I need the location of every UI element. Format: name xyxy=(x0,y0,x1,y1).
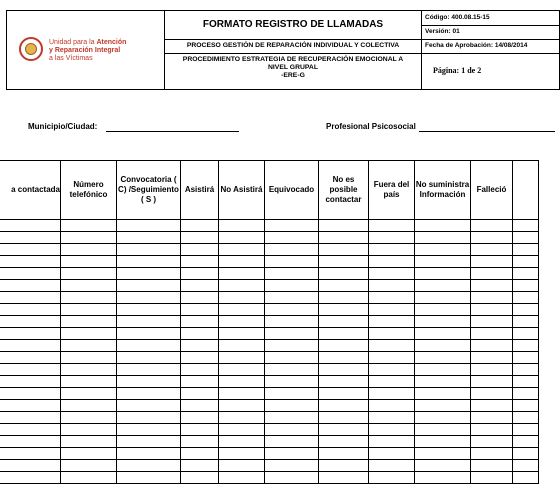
table-cell[interactable] xyxy=(117,388,181,400)
table-cell[interactable] xyxy=(265,376,319,388)
table-row xyxy=(0,460,539,472)
table-cell[interactable] xyxy=(369,352,415,364)
table-cell[interactable] xyxy=(415,268,471,280)
table-cell[interactable] xyxy=(513,448,539,460)
table-cell[interactable] xyxy=(181,460,219,472)
column-header: No Asistirá xyxy=(219,161,265,220)
table-cell[interactable] xyxy=(219,304,265,316)
table-cell[interactable] xyxy=(265,316,319,328)
table-cell[interactable] xyxy=(319,244,369,256)
institution-logo-text: Unidad para la Atención y Reparación Integral a las Víctimas xyxy=(49,39,127,62)
table-cell[interactable] xyxy=(369,244,415,256)
table-row xyxy=(0,376,539,388)
table-cell[interactable] xyxy=(415,244,471,256)
table-cell[interactable] xyxy=(61,316,117,328)
table-cell[interactable] xyxy=(117,436,181,448)
table-cell[interactable] xyxy=(319,436,369,448)
table-cell[interactable] xyxy=(471,472,513,484)
table-cell[interactable] xyxy=(61,268,117,280)
table-cell[interactable] xyxy=(319,448,369,460)
table-cell[interactable] xyxy=(513,220,539,232)
table-row xyxy=(0,256,539,268)
table-cell[interactable] xyxy=(265,280,319,292)
table-cell[interactable] xyxy=(415,232,471,244)
profesional-label: Profesional Psicosocial xyxy=(326,122,416,131)
table-cell[interactable] xyxy=(265,352,319,364)
table-row xyxy=(0,448,539,460)
table-cell[interactable] xyxy=(61,376,117,388)
table-cell[interactable] xyxy=(117,352,181,364)
table-cell[interactable] xyxy=(219,352,265,364)
table-cell[interactable] xyxy=(219,340,265,352)
table-cell[interactable] xyxy=(265,220,319,232)
header-divider xyxy=(421,53,560,54)
table-row xyxy=(0,472,539,484)
table-cell[interactable] xyxy=(181,244,219,256)
table-cell[interactable] xyxy=(219,424,265,436)
table-cell[interactable] xyxy=(0,424,61,436)
table-cell[interactable] xyxy=(61,340,117,352)
table-cell[interactable] xyxy=(319,316,369,328)
table-cell[interactable] xyxy=(0,352,61,364)
table-cell[interactable] xyxy=(369,220,415,232)
table-row xyxy=(0,268,539,280)
table-cell[interactable] xyxy=(0,400,61,412)
table-cell[interactable] xyxy=(181,256,219,268)
table-cell[interactable] xyxy=(61,364,117,376)
municipio-field[interactable] xyxy=(106,131,239,132)
column-header: Equivocado xyxy=(265,161,319,220)
table-cell[interactable] xyxy=(61,400,117,412)
table-cell[interactable] xyxy=(471,340,513,352)
table-cell[interactable] xyxy=(369,448,415,460)
table-cell[interactable] xyxy=(319,220,369,232)
table-cell[interactable] xyxy=(415,424,471,436)
table-cell[interactable] xyxy=(265,268,319,280)
table-cell[interactable] xyxy=(181,316,219,328)
table-cell[interactable] xyxy=(319,292,369,304)
table-row xyxy=(0,316,539,328)
table-cell[interactable] xyxy=(117,472,181,484)
table-cell[interactable] xyxy=(265,340,319,352)
table-cell[interactable] xyxy=(219,436,265,448)
table-cell[interactable] xyxy=(471,256,513,268)
table-cell[interactable] xyxy=(369,472,415,484)
table-cell[interactable] xyxy=(471,280,513,292)
table-cell[interactable] xyxy=(61,304,117,316)
table-cell[interactable] xyxy=(369,256,415,268)
table-row xyxy=(0,400,539,412)
table-cell[interactable] xyxy=(181,304,219,316)
table-row xyxy=(0,280,539,292)
table-cell[interactable] xyxy=(61,460,117,472)
table-cell[interactable] xyxy=(471,232,513,244)
table-cell[interactable] xyxy=(61,232,117,244)
table-cell[interactable] xyxy=(471,328,513,340)
table-cell[interactable] xyxy=(513,280,539,292)
table-cell[interactable] xyxy=(181,412,219,424)
table-cell[interactable] xyxy=(265,244,319,256)
table-cell[interactable] xyxy=(369,268,415,280)
table-cell[interactable] xyxy=(0,280,61,292)
table-cell[interactable] xyxy=(513,412,539,424)
table-cell[interactable] xyxy=(471,364,513,376)
table-cell[interactable] xyxy=(265,424,319,436)
table-cell[interactable] xyxy=(369,424,415,436)
table-cell[interactable] xyxy=(319,256,369,268)
table-cell[interactable] xyxy=(471,400,513,412)
table-cell[interactable] xyxy=(471,268,513,280)
table-cell[interactable] xyxy=(181,292,219,304)
table-cell[interactable] xyxy=(319,268,369,280)
table-cell[interactable] xyxy=(219,388,265,400)
table-cell[interactable] xyxy=(319,304,369,316)
table-cell[interactable] xyxy=(471,220,513,232)
table-row xyxy=(0,364,539,376)
table-cell[interactable] xyxy=(265,436,319,448)
table-cell[interactable] xyxy=(471,424,513,436)
table-cell[interactable] xyxy=(61,256,117,268)
table-cell[interactable] xyxy=(471,388,513,400)
table-row xyxy=(0,412,539,424)
table-cell[interactable] xyxy=(265,256,319,268)
table-cell[interactable] xyxy=(471,412,513,424)
table-cell[interactable] xyxy=(117,340,181,352)
table-cell[interactable] xyxy=(181,364,219,376)
table-cell[interactable] xyxy=(219,268,265,280)
table-cell[interactable] xyxy=(319,424,369,436)
table-cell[interactable] xyxy=(369,460,415,472)
table-cell[interactable] xyxy=(471,460,513,472)
table-cell[interactable] xyxy=(117,244,181,256)
table-cell[interactable] xyxy=(181,376,219,388)
table-cell[interactable] xyxy=(319,340,369,352)
table-row xyxy=(0,292,539,304)
table-cell[interactable] xyxy=(0,244,61,256)
header-divider xyxy=(421,39,560,40)
table-row xyxy=(0,304,539,316)
table-cell[interactable] xyxy=(219,472,265,484)
table-cell[interactable] xyxy=(369,328,415,340)
table-cell[interactable] xyxy=(117,400,181,412)
table-cell[interactable] xyxy=(513,268,539,280)
table-cell[interactable] xyxy=(415,448,471,460)
municipio-label: Municipio/Ciudad: xyxy=(28,122,98,131)
table-cell[interactable] xyxy=(369,340,415,352)
table-cell[interactable] xyxy=(415,280,471,292)
table-cell[interactable] xyxy=(471,352,513,364)
table-cell[interactable] xyxy=(117,232,181,244)
form-title: FORMATO REGISTRO DE LLAMADAS xyxy=(202,19,384,30)
table-cell[interactable] xyxy=(117,256,181,268)
table-cell[interactable] xyxy=(319,280,369,292)
table-cell[interactable] xyxy=(117,448,181,460)
table-cell[interactable] xyxy=(319,472,369,484)
table-row xyxy=(0,220,539,232)
table-cell[interactable] xyxy=(265,328,319,340)
table-cell[interactable] xyxy=(61,424,117,436)
table-cell[interactable] xyxy=(369,364,415,376)
table-cell[interactable] xyxy=(0,340,61,352)
table-cell[interactable] xyxy=(265,364,319,376)
table-cell[interactable] xyxy=(513,352,539,364)
table-header-row xyxy=(0,161,539,220)
table-cell[interactable] xyxy=(117,292,181,304)
table-cell[interactable] xyxy=(181,352,219,364)
table-cell[interactable] xyxy=(415,436,471,448)
table-cell[interactable] xyxy=(415,256,471,268)
table-cell[interactable] xyxy=(0,472,61,484)
table-cell[interactable] xyxy=(415,400,471,412)
table-cell[interactable] xyxy=(0,412,61,424)
table-cell[interactable] xyxy=(513,232,539,244)
table-cell[interactable] xyxy=(219,460,265,472)
table-cell[interactable] xyxy=(219,316,265,328)
table-cell[interactable] xyxy=(0,448,61,460)
table-cell[interactable] xyxy=(117,316,181,328)
table-row xyxy=(0,436,539,448)
table-cell[interactable] xyxy=(471,448,513,460)
table-cell[interactable] xyxy=(415,352,471,364)
table-cell[interactable] xyxy=(513,460,539,472)
table-cell[interactable] xyxy=(219,256,265,268)
table-cell[interactable] xyxy=(181,424,219,436)
coat-of-arms-logo xyxy=(19,37,43,61)
table-cell[interactable] xyxy=(61,244,117,256)
table-row xyxy=(0,340,539,352)
table-cell[interactable] xyxy=(265,460,319,472)
table-cell[interactable] xyxy=(181,220,219,232)
table-cell[interactable] xyxy=(265,472,319,484)
table-cell[interactable] xyxy=(265,304,319,316)
table-cell[interactable] xyxy=(369,232,415,244)
table-cell[interactable] xyxy=(61,448,117,460)
table-cell[interactable] xyxy=(471,316,513,328)
table-cell[interactable] xyxy=(513,340,539,352)
table-cell[interactable] xyxy=(0,304,61,316)
table-cell[interactable] xyxy=(117,328,181,340)
table-cell[interactable] xyxy=(415,304,471,316)
table-cell[interactable] xyxy=(181,448,219,460)
table-row xyxy=(0,244,539,256)
table-cell[interactable] xyxy=(219,376,265,388)
table-cell[interactable] xyxy=(369,316,415,328)
table-cell[interactable] xyxy=(513,376,539,388)
table-cell[interactable] xyxy=(415,316,471,328)
table-cell[interactable] xyxy=(415,460,471,472)
table-cell[interactable] xyxy=(117,364,181,376)
column-header: Falleció xyxy=(471,161,513,220)
table-cell[interactable] xyxy=(61,220,117,232)
page-number: Página: 1 de 2 xyxy=(433,66,482,75)
table-cell[interactable] xyxy=(415,220,471,232)
table-cell[interactable] xyxy=(117,424,181,436)
table-cell[interactable] xyxy=(0,436,61,448)
profesional-field[interactable] xyxy=(419,131,555,132)
table-cell[interactable] xyxy=(0,328,61,340)
table-cell[interactable] xyxy=(415,412,471,424)
table-cell[interactable] xyxy=(219,232,265,244)
table-cell[interactable] xyxy=(219,220,265,232)
table-cell[interactable] xyxy=(117,304,181,316)
table-cell[interactable] xyxy=(513,316,539,328)
table-cell[interactable] xyxy=(181,268,219,280)
table-cell[interactable] xyxy=(513,292,539,304)
table-cell[interactable] xyxy=(117,268,181,280)
table-cell[interactable] xyxy=(219,412,265,424)
table-cell[interactable] xyxy=(181,340,219,352)
table-cell[interactable] xyxy=(219,400,265,412)
column-header xyxy=(513,161,539,220)
table-cell[interactable] xyxy=(415,328,471,340)
table-cell[interactable] xyxy=(415,376,471,388)
table-cell[interactable] xyxy=(265,388,319,400)
table-cell[interactable] xyxy=(181,232,219,244)
table-cell[interactable] xyxy=(319,328,369,340)
table-cell[interactable] xyxy=(513,364,539,376)
table-cell[interactable] xyxy=(415,364,471,376)
column-header: No es posible contactar xyxy=(319,161,369,220)
table-cell[interactable] xyxy=(471,376,513,388)
table-cell[interactable] xyxy=(513,388,539,400)
approval-date: Fecha de Aprobación: 14/08/2014 xyxy=(425,42,528,49)
table-cell[interactable] xyxy=(117,460,181,472)
header-divider xyxy=(164,53,421,54)
table-cell[interactable] xyxy=(265,400,319,412)
table-cell[interactable] xyxy=(369,436,415,448)
table-cell[interactable] xyxy=(513,328,539,340)
table-cell[interactable] xyxy=(319,400,369,412)
table-cell[interactable] xyxy=(415,472,471,484)
table-cell[interactable] xyxy=(471,244,513,256)
table-cell[interactable] xyxy=(219,244,265,256)
table-cell[interactable] xyxy=(513,256,539,268)
column-header: Convocatoria ( C) /Seguimiento ( S ) xyxy=(117,161,181,220)
table-cell[interactable] xyxy=(319,364,369,376)
table-row xyxy=(0,328,539,340)
table-cell[interactable] xyxy=(319,376,369,388)
procedure-name: PROCEDIMIENTO ESTRATEGIA DE RECUPERACIÓN EMOCIONAL A NIVEL GRUPAL -ERE-G xyxy=(182,56,404,79)
table-cell[interactable] xyxy=(513,436,539,448)
table-cell[interactable] xyxy=(117,412,181,424)
table-cell[interactable] xyxy=(265,448,319,460)
table-cell[interactable] xyxy=(319,388,369,400)
document-header xyxy=(6,10,560,90)
table-cell[interactable] xyxy=(319,352,369,364)
table-cell[interactable] xyxy=(369,292,415,304)
table-cell[interactable] xyxy=(219,292,265,304)
table-cell[interactable] xyxy=(369,388,415,400)
table-cell[interactable] xyxy=(471,436,513,448)
table-cell[interactable] xyxy=(319,232,369,244)
table-cell[interactable] xyxy=(415,340,471,352)
table-cell[interactable] xyxy=(181,388,219,400)
table-cell[interactable] xyxy=(319,460,369,472)
table-cell[interactable] xyxy=(61,436,117,448)
table-cell[interactable] xyxy=(181,436,219,448)
table-cell[interactable] xyxy=(369,280,415,292)
table-cell[interactable] xyxy=(0,376,61,388)
column-header: Asistirá xyxy=(181,161,219,220)
table-cell[interactable] xyxy=(61,472,117,484)
table-cell[interactable] xyxy=(0,220,61,232)
table-cell[interactable] xyxy=(0,460,61,472)
process-name: PROCESO GESTIÓN DE REPARACIÓN INDIVIDUAL Y COLECTIVA xyxy=(186,42,400,49)
table-cell[interactable] xyxy=(0,256,61,268)
table-cell[interactable] xyxy=(61,388,117,400)
table-cell[interactable] xyxy=(415,292,471,304)
table-cell[interactable] xyxy=(415,388,471,400)
table-cell[interactable] xyxy=(0,316,61,328)
table-cell[interactable] xyxy=(61,292,117,304)
table-cell[interactable] xyxy=(513,424,539,436)
table-cell[interactable] xyxy=(117,280,181,292)
table-cell[interactable] xyxy=(513,472,539,484)
table-cell[interactable] xyxy=(181,328,219,340)
table-cell[interactable] xyxy=(181,472,219,484)
table-cell[interactable] xyxy=(0,292,61,304)
table-row xyxy=(0,424,539,436)
table-row xyxy=(0,232,539,244)
table-cell[interactable] xyxy=(61,412,117,424)
table-cell[interactable] xyxy=(319,412,369,424)
table-cell[interactable] xyxy=(369,400,415,412)
table-cell[interactable] xyxy=(513,304,539,316)
table-cell[interactable] xyxy=(181,280,219,292)
column-header: Número telefónico xyxy=(61,161,117,220)
table-cell[interactable] xyxy=(117,376,181,388)
column-header: a contactada xyxy=(0,161,61,220)
table-cell[interactable] xyxy=(61,352,117,364)
call-log-table xyxy=(0,160,539,484)
table-cell[interactable] xyxy=(219,364,265,376)
table-cell[interactable] xyxy=(265,232,319,244)
table-cell[interactable] xyxy=(369,376,415,388)
table-cell[interactable] xyxy=(265,292,319,304)
table-cell[interactable] xyxy=(61,280,117,292)
column-header: Fuera del país xyxy=(369,161,415,220)
table-cell[interactable] xyxy=(219,328,265,340)
table-cell[interactable] xyxy=(219,448,265,460)
header-divider xyxy=(421,25,560,26)
table-cell[interactable] xyxy=(513,400,539,412)
header-divider xyxy=(421,11,422,89)
table-cell[interactable] xyxy=(265,412,319,424)
table-cell[interactable] xyxy=(0,268,61,280)
table-cell[interactable] xyxy=(117,220,181,232)
table-cell[interactable] xyxy=(0,364,61,376)
column-header: No suministra Información xyxy=(415,161,471,220)
table-cell[interactable] xyxy=(61,328,117,340)
document-version: Versión: 01 xyxy=(425,28,460,35)
table-cell[interactable] xyxy=(0,388,61,400)
header-divider xyxy=(164,39,421,40)
table-row xyxy=(0,352,539,364)
document-code: Código: 400.08.15-15 xyxy=(425,14,490,21)
table-cell[interactable] xyxy=(471,304,513,316)
table-cell[interactable] xyxy=(369,412,415,424)
table-cell[interactable] xyxy=(471,292,513,304)
table-cell[interactable] xyxy=(369,304,415,316)
table-row xyxy=(0,388,539,400)
table-cell[interactable] xyxy=(181,400,219,412)
table-cell[interactable] xyxy=(513,244,539,256)
table-cell[interactable] xyxy=(0,232,61,244)
table-cell[interactable] xyxy=(219,280,265,292)
